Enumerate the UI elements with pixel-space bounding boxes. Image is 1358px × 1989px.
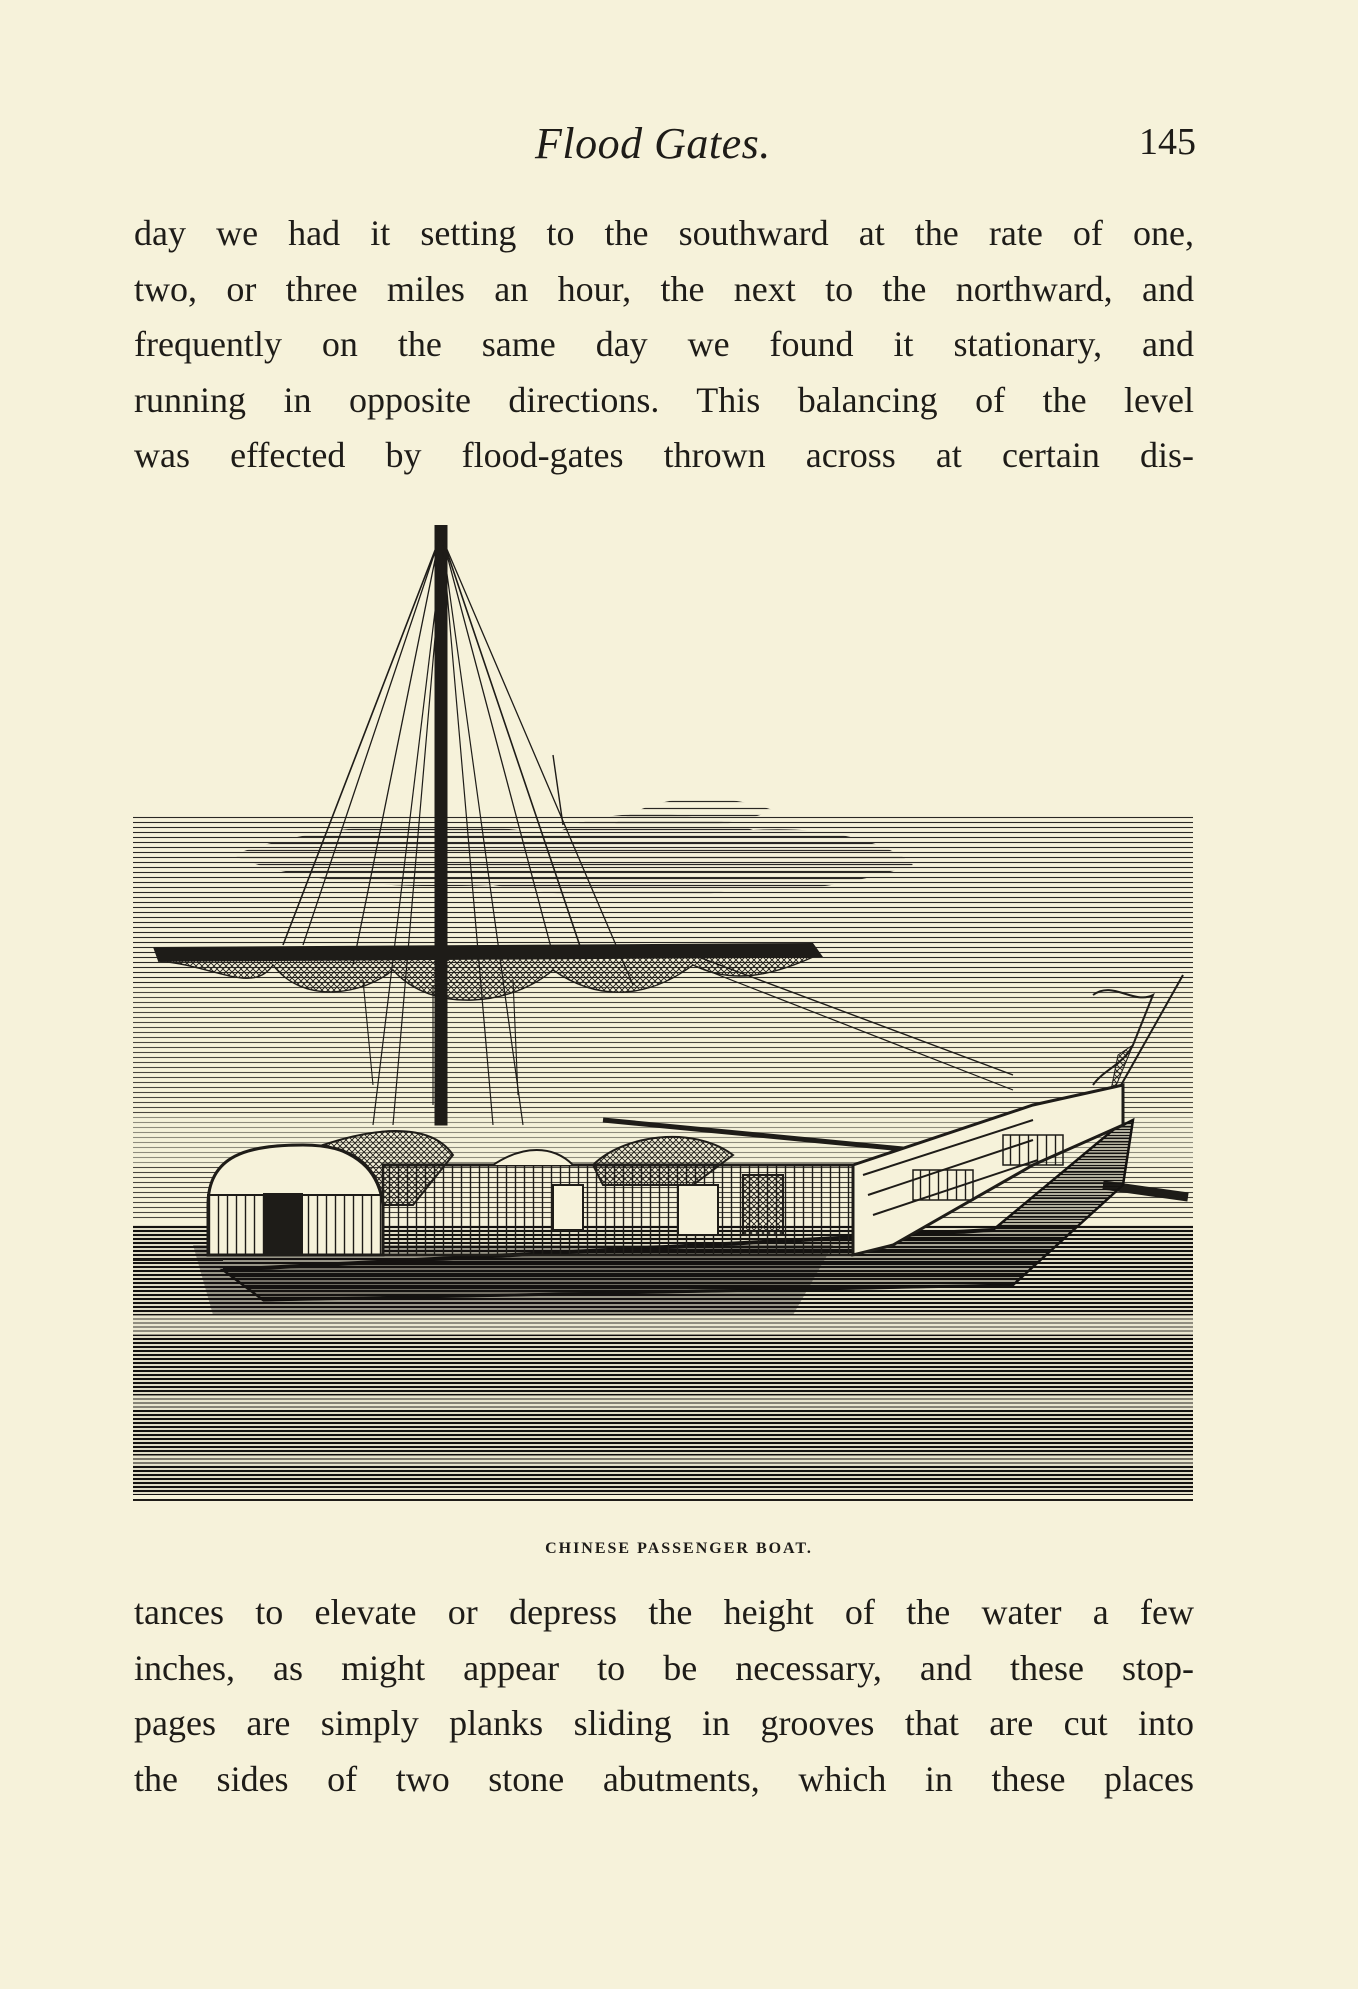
text-line: inches, as might appear to be necessary, and these stop- bbox=[134, 1647, 1194, 1688]
text-line: running in opposite directions. This balancing of the level bbox=[134, 379, 1194, 420]
text-line: day we had it setting to the southward at the rate of one, bbox=[134, 213, 1194, 253]
boat-engraving bbox=[133, 525, 1193, 1530]
text-line: the sides of two stone abutments, which in these places bbox=[134, 1758, 1194, 1799]
text-line: two, or three miles an hour, the next to the northward, and bbox=[134, 268, 1194, 309]
text-line: was effected by flood-gates thrown across at certain dis- bbox=[134, 435, 1194, 475]
running-head bbox=[0, 118, 1358, 178]
running-title: Flood Gates. bbox=[535, 119, 771, 168]
figure-caption: CHINESE PASSENGER BOAT. bbox=[545, 1540, 813, 1557]
page-number: 145 bbox=[1139, 121, 1196, 163]
body-text-top bbox=[134, 206, 1194, 484]
text-line: pages are simply planks sliding in grooves that are cut into bbox=[134, 1703, 1194, 1743]
text-line: frequently on the same day we found it stationary, and bbox=[134, 324, 1194, 364]
text-line: tances to elevate or depress the height of the water a few bbox=[134, 1592, 1194, 1632]
body-text-bottom bbox=[134, 1585, 1194, 1807]
